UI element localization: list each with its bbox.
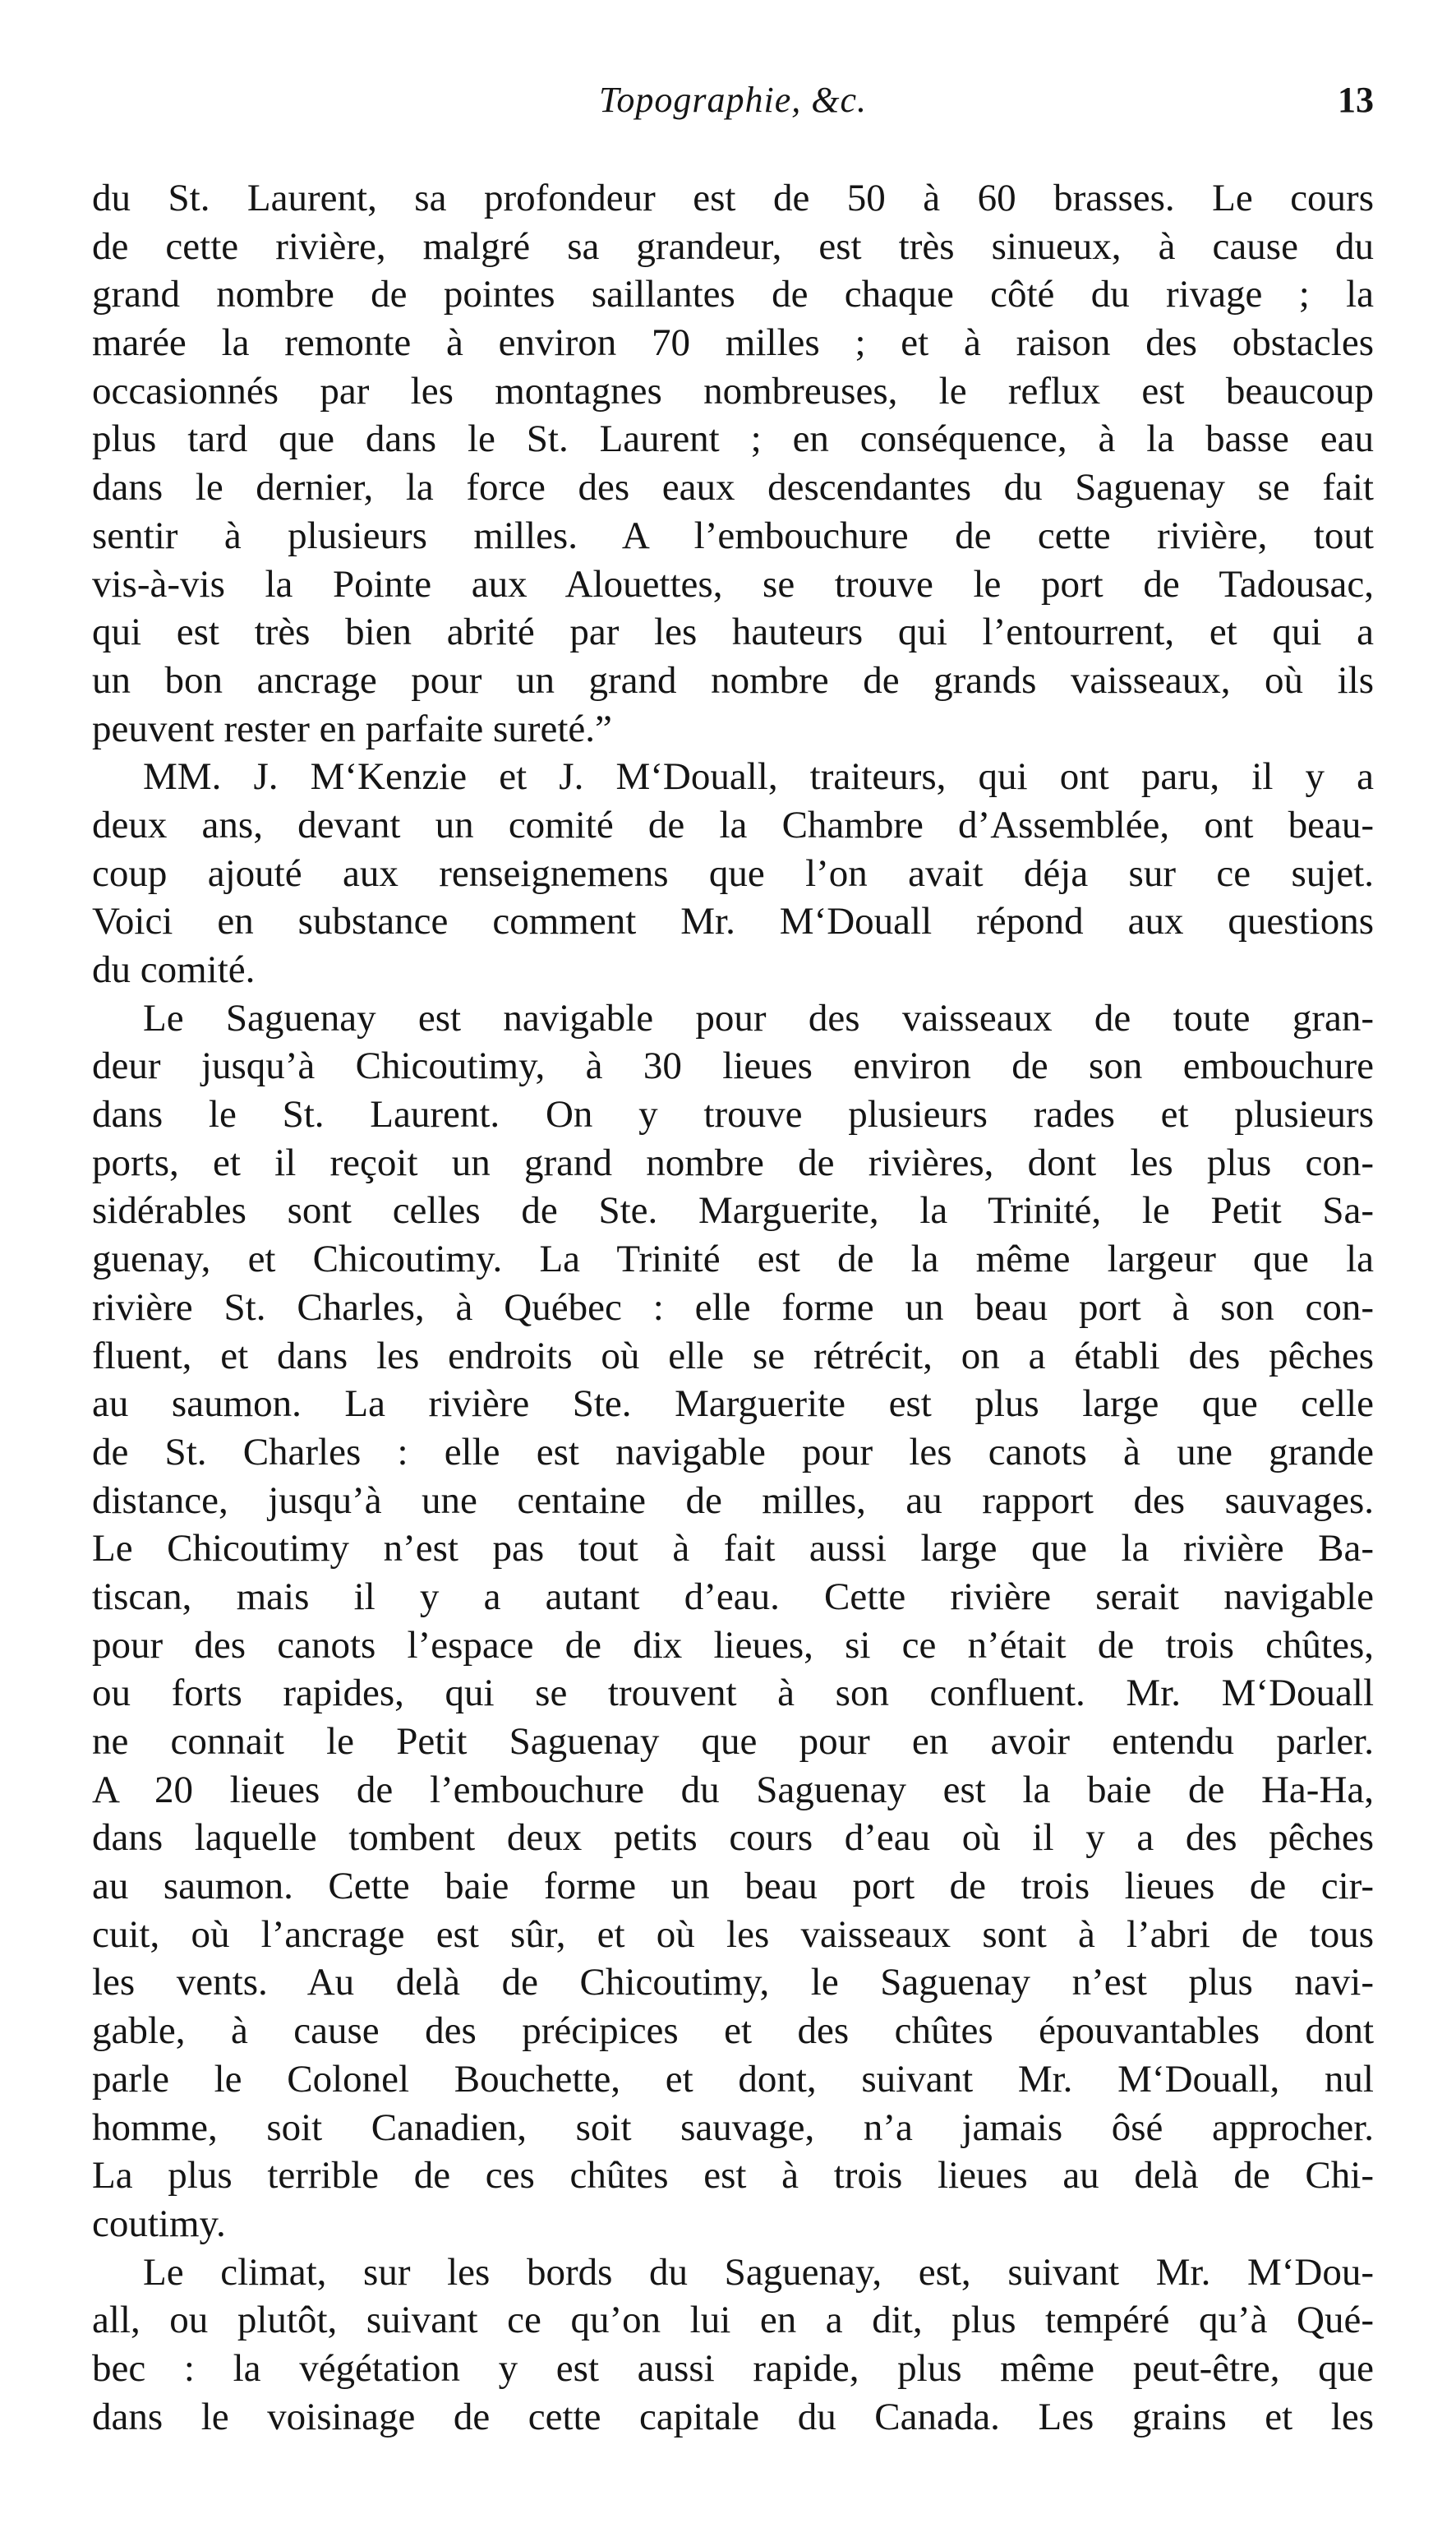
text-line: Voici en substance comment Mr. M‘Douall répond aux questions [92, 900, 1374, 943]
text-line: sentir à plusieurs milles. A l’embouchure de cette rivière, tout [92, 514, 1374, 557]
text-line: ou forts rapides, qui se trouvent à son confluent. Mr. M‘Douall [92, 1672, 1374, 1715]
text-line: tiscan, mais il y a autant d’eau. Cette rivière serait navigable [92, 1575, 1374, 1618]
text-line: guenay, et Chicoutimy. La Trinité est de la même largeur que la [92, 1238, 1374, 1281]
text-line: vis-à-vis la Pointe aux Alouettes, se trouve le port de Tadousac, [92, 562, 1374, 606]
text-line: du St. Laurent, sa profondeur est de 50 à 60 brasses. Le cours [92, 177, 1374, 219]
text-line: de St. Charles : elle est navigable pour les canots à une grande [92, 1430, 1374, 1474]
text-line: Le Saguenay est navigable pour des vaisseaux de toute gran- [143, 996, 1374, 1040]
text-line: A 20 lieues de l’embouchure du Saguenay est la baie de Ha-Ha, [92, 1768, 1374, 1811]
text-line: dans laquelle tombent deux petits cours d’eau où il y a des pêches [92, 1816, 1374, 1860]
text-line: peuvent rester en parfaite sureté.” [92, 707, 612, 750]
text-line: coutimy. [92, 2202, 226, 2245]
text-line: deux ans, devant un comité de la Chambre d’Assemblée, ont beau- [92, 803, 1374, 846]
text-line: parle le Colonel Bouchette, et dont, suivant Mr. M‘Douall, nul [92, 2057, 1374, 2101]
text-line: dans le dernier, la force des eaux descendantes du Saguenay se fait [92, 466, 1374, 510]
text-line: les vents. Au delà de Chicoutimy, le Saguenay n’est plus navi- [92, 1961, 1374, 2004]
text-line: plus tard que dans le St. Laurent ; en conséquence, à la basse eau [92, 417, 1374, 461]
page-number: 13 [1338, 80, 1374, 120]
running-head [92, 79, 1374, 136]
text-line: du comité. [92, 948, 256, 991]
text-line: occasionnés par les montagnes nombreuses, le reflux est beaucoup [92, 369, 1374, 413]
text-line: Le Chicoutimy n’est pas tout à fait aussi large que la rivière Ba- [92, 1527, 1374, 1570]
text-line: fluent, et dans les endroits où elle se rétrécit, on a établi des pêches [92, 1334, 1374, 1377]
text-line: dans le voisinage de cette capitale du Canada. Les grains et les [92, 2395, 1374, 2438]
body-text [92, 174, 1374, 2441]
running-title: Topographie, &c. [598, 80, 868, 120]
text-line: grand nombre de pointes saillantes de chaque côté du rivage ; la [92, 273, 1374, 316]
text-line: cuit, où l’ancrage est sûr, et où les vaisseaux sont à l’abri de tous [92, 1912, 1374, 1956]
text-line: Le climat, sur les bords du Saguenay, est, suivant Mr. M‘Dou- [143, 2250, 1374, 2294]
text-line: gable, à cause des précipices et des chûtes épouvantables dont [92, 2009, 1374, 2053]
text-line: bec : la végétation y est aussi rapide, plus même peut-être, que [92, 2346, 1374, 2390]
text-line: dans le St. Laurent. On y trouve plusieurs rades et plusieurs [92, 1093, 1374, 1137]
text-line: coup ajouté aux renseignemens que l’on avait déja sur ce sujet. [92, 851, 1374, 895]
text-line: MM. J. M‘Kenzie et J. M‘Douall, traiteurs, qui ont paru, il y a [143, 755, 1374, 799]
text-line: au saumon. La rivière Ste. Marguerite est plus large que celle [92, 1382, 1374, 1426]
text-line: La plus terrible de ces chûtes est à trois lieues au delà de Chi- [92, 2154, 1374, 2198]
text-line: distance, jusqu’à une centaine de milles, au rapport des sauvages. [92, 1478, 1374, 1522]
text-line: rivière St. Charles, à Québec : elle forme un beau port à son con- [92, 1285, 1374, 1329]
text-line: marée la remonte à environ 70 milles ; et à raison des obstacles [92, 321, 1374, 365]
text-line: ne connait le Petit Saguenay que pour en avoir entendu parler. [92, 1720, 1374, 1763]
text-line: de cette rivière, malgré sa grandeur, est très sinueux, à cause du [92, 224, 1374, 268]
text-line: all, ou plutôt, suivant ce qu’on lui en a dit, plus tempéré qu’à Qué- [92, 2299, 1374, 2342]
text-line: au saumon. Cette baie forme un beau port de trois lieues de cir- [92, 1865, 1374, 1908]
text-line: sidérables sont celles de Ste. Marguerite, la Trinité, le Petit Sa- [92, 1189, 1374, 1233]
text-line: deur jusqu’à Chicoutimy, à 30 lieues environ de son embouchure [92, 1045, 1374, 1088]
text-line: pour des canots l’espace de dix lieues, si ce n’était de trois chûtes, [92, 1623, 1374, 1667]
text-line: qui est très bien abrité par les hauteurs qui l’entourrent, et qui a [92, 611, 1374, 654]
text-line: un bon ancrage pour un grand nombre de grands vaisseaux, où ils [92, 658, 1374, 702]
text-line: ports, et il reçoit un grand nombre de rivières, dont les plus con- [92, 1141, 1374, 1184]
text-line: homme, soit Canadien, soit sauvage, n’a jamais ôsé approcher. [92, 2105, 1374, 2149]
